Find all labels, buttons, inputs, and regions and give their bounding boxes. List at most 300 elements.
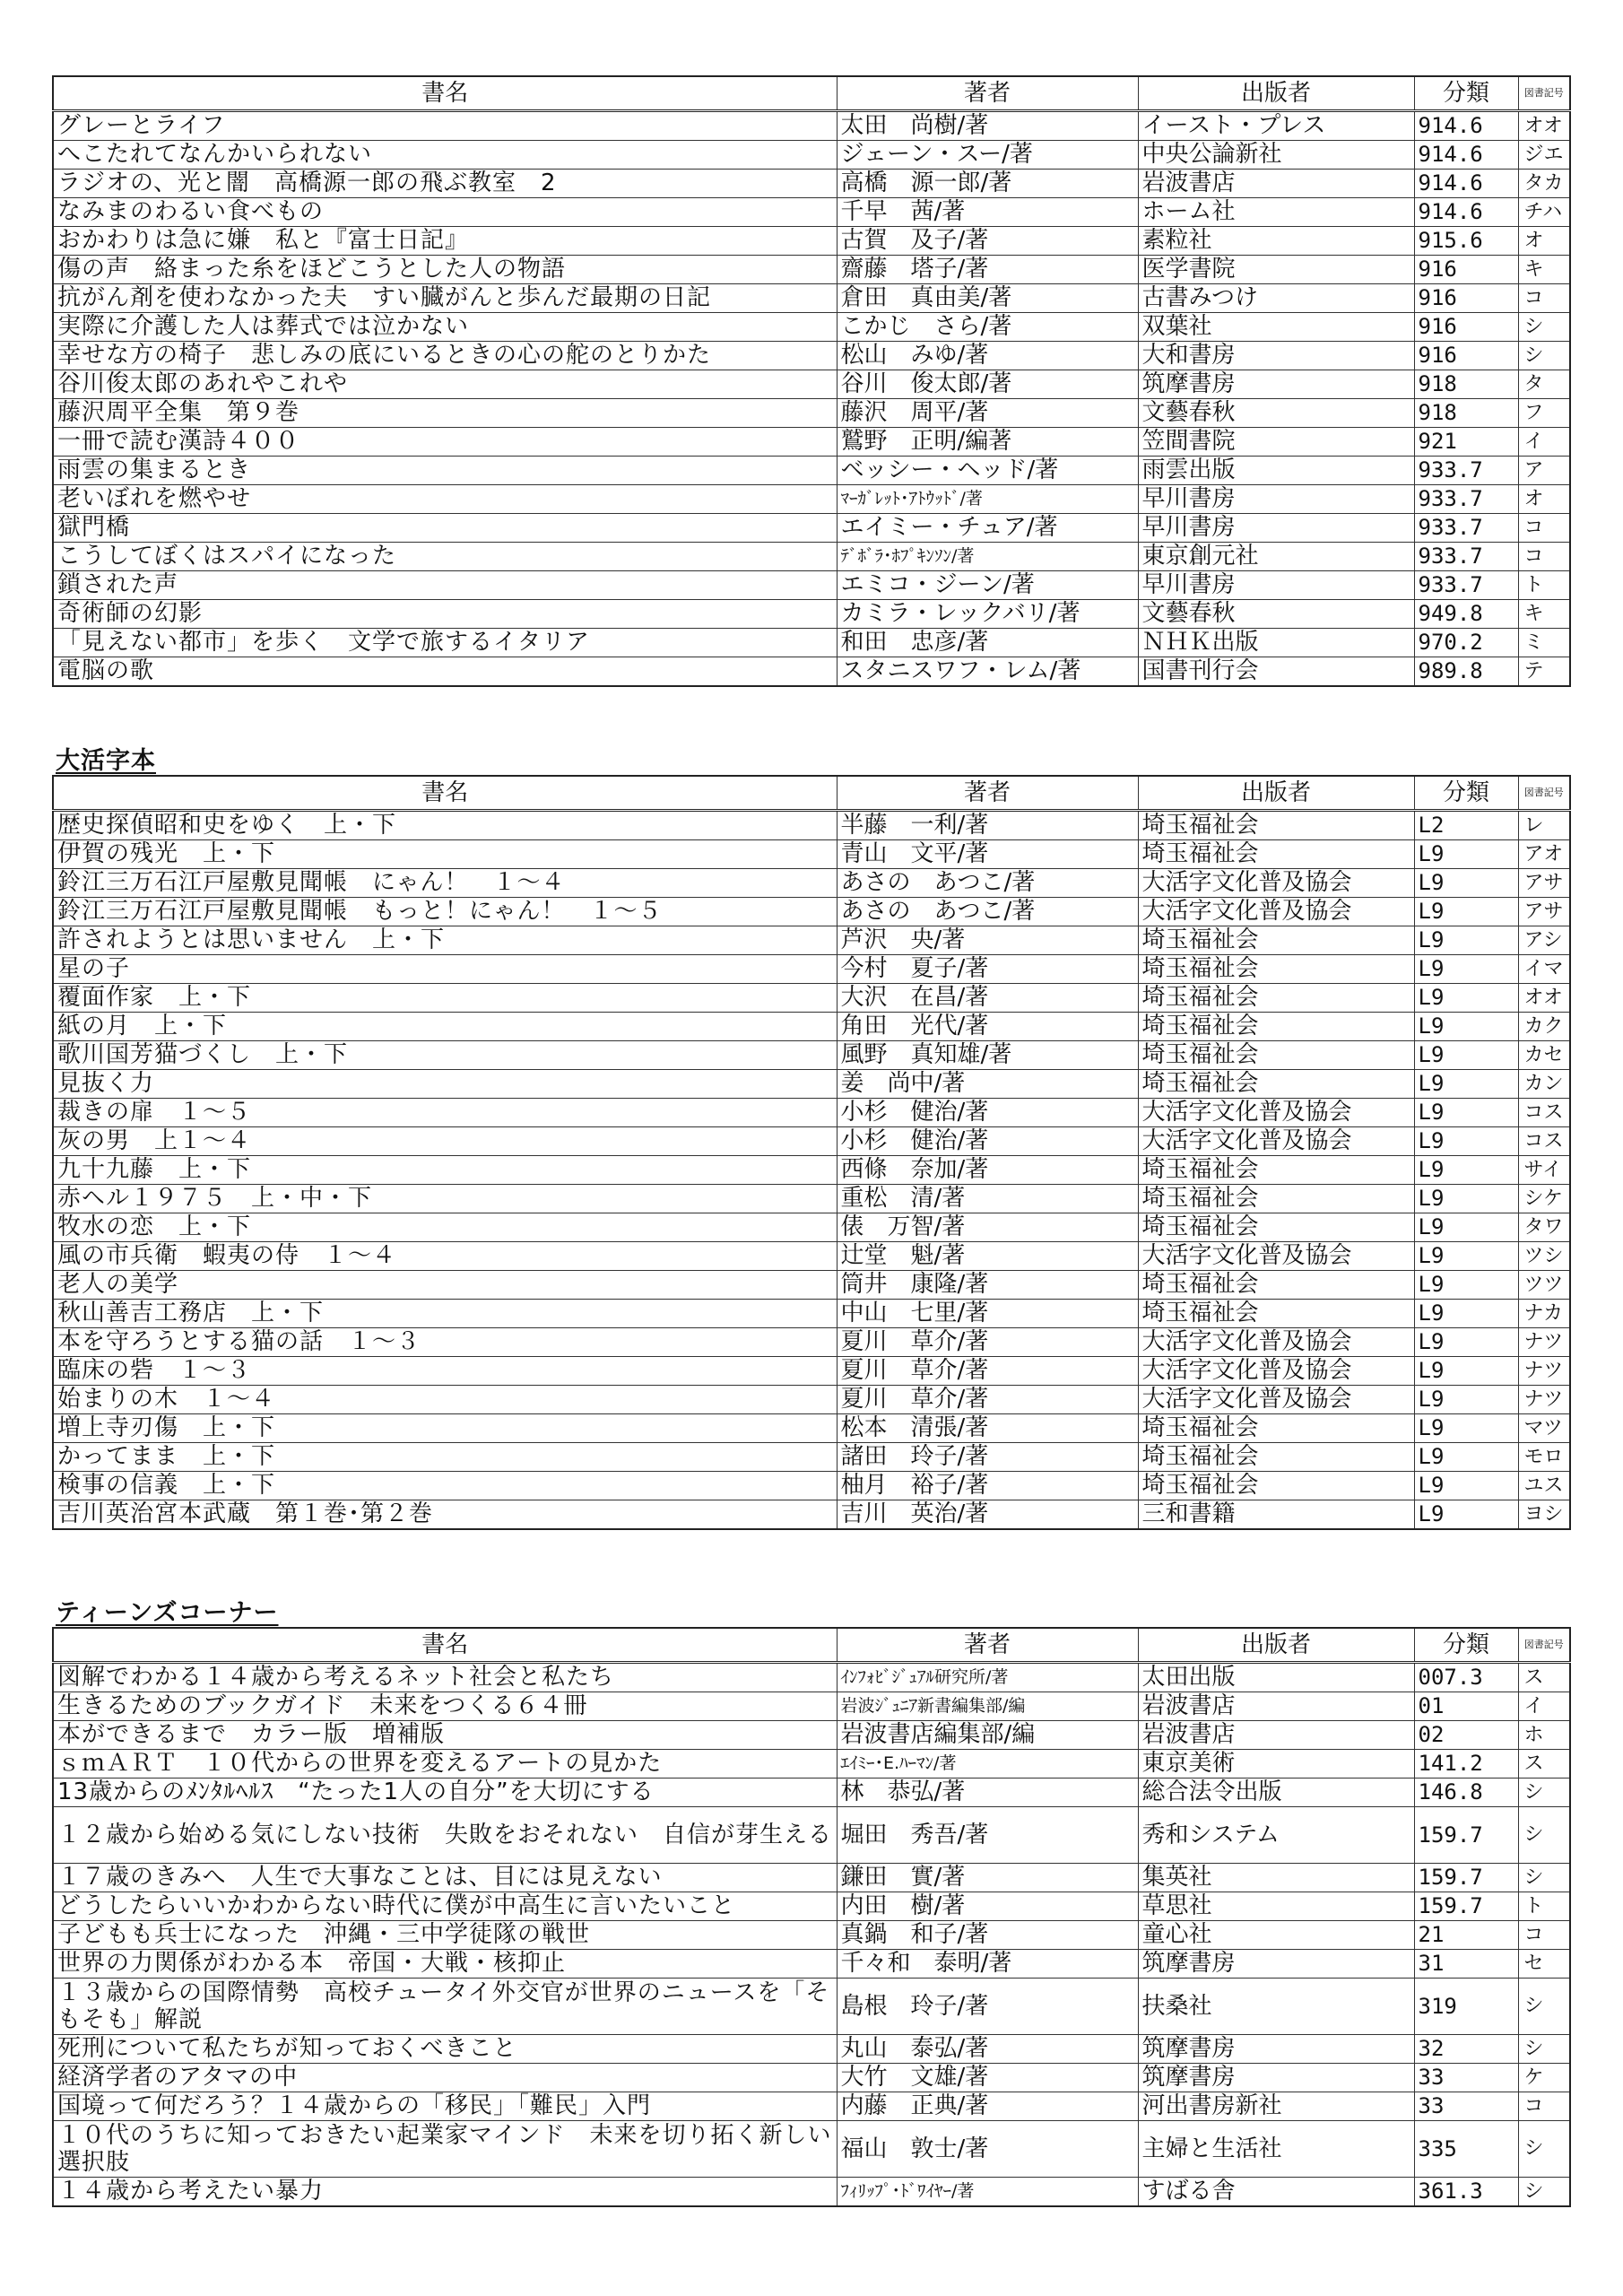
- cell-title: 一冊で読む漢詩４００: [53, 428, 837, 457]
- cell-title: へこたれてなんかいられない: [53, 141, 837, 170]
- cell-title: 秋山善吉工務店 上・下: [53, 1300, 837, 1328]
- cell-library-code: イ: [1518, 428, 1570, 457]
- cell-author: 堀田 秀吾/著: [837, 1807, 1138, 1864]
- table-row: [53, 141, 1570, 170]
- cell-classification: 32: [1414, 2035, 1518, 2064]
- cell-author: 夏川 草介/著: [837, 1328, 1138, 1357]
- general-book-table-section: [52, 75, 1569, 687]
- cell-title: 奇術師の幻影: [53, 600, 837, 629]
- cell-author: 松本 清張/著: [837, 1414, 1138, 1443]
- table-row: [53, 284, 1570, 313]
- cell-classification: 159.7: [1414, 1864, 1518, 1892]
- table-row: [53, 313, 1570, 342]
- cell-classification: L9: [1414, 1414, 1518, 1443]
- cell-author: 風野 真知雄/著: [837, 1041, 1138, 1070]
- cell-title: グレーとライフ: [53, 111, 837, 141]
- cell-title: 九十九藤 上・下: [53, 1156, 837, 1185]
- cell-author: 松山 みゆ/著: [837, 342, 1138, 370]
- cell-publisher: 埼玉福祉会: [1138, 1213, 1414, 1242]
- cell-classification: L9: [1414, 1328, 1518, 1357]
- table-row: [53, 1921, 1570, 1950]
- cell-publisher: 埼玉福祉会: [1138, 1271, 1414, 1300]
- table-row: [53, 457, 1570, 485]
- cell-publisher: 大活字文化普及協会: [1138, 1242, 1414, 1271]
- cell-classification: L9: [1414, 984, 1518, 1013]
- cell-library-code: キ: [1518, 600, 1570, 629]
- cell-library-code: オオ: [1518, 984, 1570, 1013]
- cell-publisher: 早川書房: [1138, 571, 1414, 600]
- cell-classification: L9: [1414, 1013, 1518, 1041]
- cell-title: 獄門橋: [53, 514, 837, 543]
- table-row: [53, 1807, 1570, 1864]
- cell-library-code: マツ: [1518, 1414, 1570, 1443]
- cell-library-code: ス: [1518, 1750, 1570, 1779]
- table-row: [53, 256, 1570, 284]
- cell-library-code: ホ: [1518, 1721, 1570, 1750]
- cell-classification: L9: [1414, 1443, 1518, 1472]
- table-row: [53, 1013, 1570, 1041]
- cell-title: 鎖された声: [53, 571, 837, 600]
- cell-library-code: シケ: [1518, 1185, 1570, 1213]
- cell-library-code: ミ: [1518, 629, 1570, 657]
- cell-title: なみまのわるい食べもの: [53, 198, 837, 227]
- cell-classification: L9: [1414, 898, 1518, 926]
- table-row: [53, 2064, 1570, 2092]
- cell-library-code: シ: [1518, 342, 1570, 370]
- cell-classification: 918: [1414, 370, 1518, 399]
- cell-publisher: 埼玉福祉会: [1138, 1300, 1414, 1328]
- header-title: 書名: [53, 1628, 837, 1663]
- cell-classification: 01: [1414, 1692, 1518, 1721]
- cell-author: 夏川 草介/著: [837, 1357, 1138, 1386]
- cell-title: 老人の美学: [53, 1271, 837, 1300]
- cell-publisher: 岩波書店: [1138, 1721, 1414, 1750]
- table-row: [53, 1070, 1570, 1099]
- cell-author: 内田 樹/著: [837, 1892, 1138, 1921]
- cell-title: どうしたらいいかわからない時代に僕が中高生に言いたいこと: [53, 1892, 837, 1921]
- cell-title: 本を守ろうとする猫の話 １～３: [53, 1328, 837, 1357]
- cell-title: 経済学者のアタマの中: [53, 2064, 837, 2092]
- cell-classification: L9: [1414, 1213, 1518, 1242]
- cell-author: 姜 尚中/著: [837, 1070, 1138, 1099]
- table-row: [53, 1414, 1570, 1443]
- table-row: [53, 1328, 1570, 1357]
- header-classification: 分類: [1414, 76, 1518, 111]
- cell-library-code: ナツ: [1518, 1357, 1570, 1386]
- table-row: [53, 1099, 1570, 1127]
- cell-library-code: アシ: [1518, 926, 1570, 955]
- cell-classification: L9: [1414, 1357, 1518, 1386]
- cell-author: ﾃﾞﾎﾞﾗ･ﾎﾌﾟｷﾝｿﾝ/著: [837, 543, 1138, 571]
- cell-author: 福山 敦士/著: [837, 2121, 1138, 2178]
- table-row: [53, 1127, 1570, 1156]
- table-row: [53, 1779, 1570, 1807]
- cell-publisher: 大活字文化普及協会: [1138, 1127, 1414, 1156]
- cell-publisher: 大活字文化普及協会: [1138, 898, 1414, 926]
- cell-author: エミコ・ジーン/著: [837, 571, 1138, 600]
- cell-publisher: 筑摩書房: [1138, 2064, 1414, 2092]
- table-row: [53, 1979, 1570, 2035]
- cell-author: エイミー・チュア/著: [837, 514, 1138, 543]
- table-row: [53, 1443, 1570, 1472]
- table-row: [53, 2121, 1570, 2178]
- cell-title: ラジオの、光と闇 高橋源一郎の飛ぶ教室 2: [53, 170, 837, 198]
- cell-library-code: レ: [1518, 811, 1570, 840]
- cell-author: 鷲野 正明/編著: [837, 428, 1138, 457]
- cell-publisher: 大活字文化普及協会: [1138, 1357, 1414, 1386]
- cell-classification: 914.6: [1414, 170, 1518, 198]
- cell-classification: L9: [1414, 1271, 1518, 1300]
- table-row: [53, 1242, 1570, 1271]
- cell-library-code: ヨシ: [1518, 1500, 1570, 1530]
- table-row: [53, 485, 1570, 514]
- cell-classification: 914.6: [1414, 141, 1518, 170]
- cell-title: １３歳からの国際情勢 高校チュータイ外交官が世界のニュースを「そもそも」解説: [53, 1979, 837, 2035]
- header-classification: 分類: [1414, 1628, 1518, 1663]
- cell-classification: 159.7: [1414, 1807, 1518, 1864]
- cell-title: 鈴江三万石江戸屋敷見聞帳 にゃん！ １～４: [53, 869, 837, 898]
- cell-publisher: 童心社: [1138, 1921, 1414, 1950]
- cell-publisher: 笠間書院: [1138, 428, 1414, 457]
- cell-publisher: 文藝春秋: [1138, 600, 1414, 629]
- cell-classification: L9: [1414, 1500, 1518, 1530]
- cell-title: 世界の力関係がわかる本 帝国・大戦・核抑止: [53, 1950, 837, 1979]
- cell-author: 内藤 正典/著: [837, 2092, 1138, 2121]
- cell-title: 星の子: [53, 955, 837, 984]
- cell-publisher: 岩波書店: [1138, 1692, 1414, 1721]
- cell-title: 覆面作家 上・下: [53, 984, 837, 1013]
- cell-title: 赤ヘル１９７５ 上・中・下: [53, 1185, 837, 1213]
- table-row: [53, 840, 1570, 869]
- table-row: [53, 2178, 1570, 2207]
- header-author: 著者: [837, 1628, 1138, 1663]
- cell-publisher: 東京創元社: [1138, 543, 1414, 571]
- cell-publisher: 大活字文化普及協会: [1138, 1099, 1414, 1127]
- cell-title: 吉川英治宮本武蔵 第１巻･第２巻: [53, 1500, 837, 1530]
- cell-publisher: 埼玉福祉会: [1138, 1070, 1414, 1099]
- header-library-code: 図書記号: [1518, 776, 1570, 811]
- cell-publisher: すばる舎: [1138, 2178, 1414, 2207]
- cell-classification: L9: [1414, 1070, 1518, 1099]
- cell-classification: L9: [1414, 1472, 1518, 1500]
- cell-library-code: アサ: [1518, 898, 1570, 926]
- table-row: [53, 1357, 1570, 1386]
- cell-classification: 918: [1414, 399, 1518, 428]
- cell-publisher: 集英社: [1138, 1864, 1414, 1892]
- cell-classification: L9: [1414, 1386, 1518, 1414]
- cell-library-code: タカ: [1518, 170, 1570, 198]
- table-row: [53, 629, 1570, 657]
- cell-title: 死刑について私たちが知っておくべきこと: [53, 2035, 837, 2064]
- cell-library-code: ツツ: [1518, 1271, 1570, 1300]
- cell-library-code: カセ: [1518, 1041, 1570, 1070]
- cell-publisher: 草思社: [1138, 1892, 1414, 1921]
- cell-author: 林 恭弘/著: [837, 1779, 1138, 1807]
- cell-author: 古賀 及子/著: [837, 227, 1138, 256]
- cell-title: 裁きの扉 １～５: [53, 1099, 837, 1127]
- cell-classification: 914.6: [1414, 111, 1518, 141]
- table-row: [53, 1156, 1570, 1185]
- cell-author: 大沢 在昌/著: [837, 984, 1138, 1013]
- cell-publisher: 総合法令出版: [1138, 1779, 1414, 1807]
- cell-publisher: 埼玉福祉会: [1138, 1472, 1414, 1500]
- cell-library-code: シ: [1518, 2121, 1570, 2178]
- cell-classification: 33: [1414, 2064, 1518, 2092]
- table-row: [53, 1500, 1570, 1530]
- cell-publisher: 早川書房: [1138, 485, 1414, 514]
- cell-author: 角田 光代/著: [837, 1013, 1138, 1041]
- table-row: [53, 1663, 1570, 1692]
- table-row: [53, 1213, 1570, 1242]
- cell-publisher: 大和書房: [1138, 342, 1414, 370]
- cell-publisher: 文藝春秋: [1138, 399, 1414, 428]
- cell-library-code: オ: [1518, 485, 1570, 514]
- table-row: [53, 543, 1570, 571]
- cell-title: こうしてぼくはスパイになった: [53, 543, 837, 571]
- section-title-teens-corner: ティーンズコーナー: [56, 1599, 279, 1627]
- cell-library-code: セ: [1518, 1950, 1570, 1979]
- cell-classification: 921: [1414, 428, 1518, 457]
- cell-publisher: 素粒社: [1138, 227, 1414, 256]
- cell-library-code: シ: [1518, 1807, 1570, 1864]
- cell-author: 俵 万智/著: [837, 1213, 1138, 1242]
- table-row: [53, 571, 1570, 600]
- cell-publisher: 太田出版: [1138, 1663, 1414, 1692]
- cell-author: ﾌｨﾘｯﾌﾟ･ﾄﾞﾜｲﾔｰ/著: [837, 2178, 1138, 2207]
- cell-library-code: キ: [1518, 256, 1570, 284]
- table-row: [53, 1185, 1570, 1213]
- cell-classification: L9: [1414, 1300, 1518, 1328]
- cell-classification: L9: [1414, 1041, 1518, 1070]
- table-row: [53, 111, 1570, 141]
- cell-classification: 21: [1414, 1921, 1518, 1950]
- cell-title: 老いぼれを燃やせ: [53, 485, 837, 514]
- cell-author: カミラ・レックバリ/著: [837, 600, 1138, 629]
- cell-author: 千々和 泰明/著: [837, 1950, 1138, 1979]
- cell-library-code: アサ: [1518, 869, 1570, 898]
- table-header-row: [53, 776, 1570, 811]
- cell-library-code: ト: [1518, 1892, 1570, 1921]
- cell-library-code: テ: [1518, 657, 1570, 687]
- cell-classification: 02: [1414, 1721, 1518, 1750]
- cell-author: 鎌田 實/著: [837, 1864, 1138, 1892]
- cell-publisher: 筑摩書房: [1138, 1950, 1414, 1979]
- cell-publisher: 医学書院: [1138, 256, 1414, 284]
- cell-publisher: 国書刊行会: [1138, 657, 1414, 687]
- cell-publisher: 埼玉福祉会: [1138, 1156, 1414, 1185]
- cell-library-code: ナカ: [1518, 1300, 1570, 1328]
- cell-library-code: タ: [1518, 370, 1570, 399]
- cell-author: 丸山 泰弘/著: [837, 2035, 1138, 2064]
- cell-library-code: シ: [1518, 313, 1570, 342]
- table-row: [53, 2092, 1570, 2121]
- table-row: [53, 170, 1570, 198]
- cell-library-code: ツシ: [1518, 1242, 1570, 1271]
- cell-classification: L9: [1414, 1099, 1518, 1127]
- table-row: [53, 342, 1570, 370]
- table-row: [53, 1721, 1570, 1750]
- cell-library-code: オオ: [1518, 111, 1570, 141]
- table-row: [53, 811, 1570, 840]
- table-row: [53, 869, 1570, 898]
- cell-author: 小杉 健治/著: [837, 1099, 1138, 1127]
- cell-library-code: シ: [1518, 1779, 1570, 1807]
- cell-title: １２歳から始める気にしない技術 失敗をおそれない 自信が芽生える: [53, 1807, 837, 1864]
- cell-author: 齋藤 塔子/著: [837, 256, 1138, 284]
- cell-classification: 933.7: [1414, 543, 1518, 571]
- cell-classification: 916: [1414, 284, 1518, 313]
- header-title: 書名: [53, 776, 837, 811]
- cell-classification: L2: [1414, 811, 1518, 840]
- table-row: [53, 370, 1570, 399]
- cell-author: 千早 茜/著: [837, 198, 1138, 227]
- header-publisher: 出版者: [1138, 1628, 1414, 1663]
- cell-classification: L9: [1414, 926, 1518, 955]
- table-row: [53, 1472, 1570, 1500]
- cell-publisher: 埼玉福祉会: [1138, 840, 1414, 869]
- cell-library-code: ケ: [1518, 2064, 1570, 2092]
- cell-classification: 970.2: [1414, 629, 1518, 657]
- cell-title: １４歳から考えたい暴力: [53, 2178, 837, 2207]
- cell-title: 幸せな方の椅子 悲しみの底にいるときの心の舵のとりかた: [53, 342, 837, 370]
- cell-classification: 949.8: [1414, 600, 1518, 629]
- table-row: [53, 198, 1570, 227]
- table-row: [53, 1950, 1570, 1979]
- cell-classification: 319: [1414, 1979, 1518, 2035]
- cell-publisher: イースト・プレス: [1138, 111, 1414, 141]
- cell-publisher: 埼玉福祉会: [1138, 984, 1414, 1013]
- cell-library-code: ジエ: [1518, 141, 1570, 170]
- book-list-table: [52, 1627, 1571, 2207]
- cell-classification: L9: [1414, 955, 1518, 984]
- cell-library-code: コス: [1518, 1127, 1570, 1156]
- cell-author: 筒井 康隆/著: [837, 1271, 1138, 1300]
- cell-title: 許されようとは思いません 上・下: [53, 926, 837, 955]
- cell-library-code: コ: [1518, 284, 1570, 313]
- large-print-book-table-section: [52, 775, 1569, 1530]
- table-row: [53, 227, 1570, 256]
- cell-classification: L9: [1414, 1185, 1518, 1213]
- cell-title: 始まりの木 １～４: [53, 1386, 837, 1414]
- cell-publisher: ホーム社: [1138, 198, 1414, 227]
- cell-classification: 141.2: [1414, 1750, 1518, 1779]
- cell-author: スタニスワフ・レム/著: [837, 657, 1138, 687]
- cell-library-code: カク: [1518, 1013, 1570, 1041]
- cell-title: 歴史探偵昭和史をゆく 上・下: [53, 811, 837, 840]
- cell-title: 子どもも兵士になった 沖縄・三中学徒隊の戦世: [53, 1921, 837, 1950]
- cell-title: 風の市兵衛 蝦夷の侍 １～４: [53, 1242, 837, 1271]
- cell-classification: L9: [1414, 1242, 1518, 1271]
- cell-author: 西條 奈加/著: [837, 1156, 1138, 1185]
- cell-title: 抗がん剤を使わなかった夫 すい臓がんと歩んだ最期の日記: [53, 284, 837, 313]
- table-row: [53, 1300, 1570, 1328]
- cell-author: こかじ さら/著: [837, 313, 1138, 342]
- cell-author: 青山 文平/著: [837, 840, 1138, 869]
- cell-author: 岩波書店編集部/編: [837, 1721, 1138, 1750]
- cell-title: 実際に介護した人は葬式では泣かない: [53, 313, 837, 342]
- cell-publisher: 古書みつけ: [1138, 284, 1414, 313]
- cell-title: おかわりは急に嫌 私と『富士日記』: [53, 227, 837, 256]
- cell-classification: 933.7: [1414, 514, 1518, 543]
- cell-author: 太田 尚樹/著: [837, 111, 1138, 141]
- cell-classification: 31: [1414, 1950, 1518, 1979]
- cell-classification: L9: [1414, 1127, 1518, 1156]
- cell-publisher: 筑摩書房: [1138, 370, 1414, 399]
- cell-title: 藤沢周平全集 第９巻: [53, 399, 837, 428]
- cell-title: １０代のうちに知っておきたい起業家マインド 未来を切り拓く新しい選択肢: [53, 2121, 837, 2178]
- cell-title: ｓｍＡＲＴ １０代からの世界を変えるアートの見かた: [53, 1750, 837, 1779]
- cell-publisher: 埼玉福祉会: [1138, 811, 1414, 840]
- cell-author: 小杉 健治/著: [837, 1127, 1138, 1156]
- cell-title: 鈴江三万石江戸屋敷見聞帳 もっと！にゃん！ １～５: [53, 898, 837, 926]
- cell-classification: 989.8: [1414, 657, 1518, 687]
- table-row: [53, 657, 1570, 687]
- cell-title: 生きるためのブックガイド 未来をつくる６４冊: [53, 1692, 837, 1721]
- cell-library-code: オ: [1518, 227, 1570, 256]
- header-library-code: 図書記号: [1518, 76, 1570, 111]
- cell-title: 電脳の歌: [53, 657, 837, 687]
- cell-title: 増上寺刃傷 上・下: [53, 1414, 837, 1443]
- table-row: [53, 1892, 1570, 1921]
- cell-library-code: フ: [1518, 399, 1570, 428]
- cell-author: 島根 玲子/著: [837, 1979, 1138, 2035]
- table-row: [53, 1271, 1570, 1300]
- cell-title: 牧水の恋 上・下: [53, 1213, 837, 1242]
- table-row: [53, 984, 1570, 1013]
- cell-title: 13歳からのﾒﾝﾀﾙﾍﾙｽ “たった1人の自分”を大切にする: [53, 1779, 837, 1807]
- table-header-row: [53, 1628, 1570, 1663]
- header-library-code: 図書記号: [1518, 1628, 1570, 1663]
- cell-author: 柚月 裕子/著: [837, 1472, 1138, 1500]
- cell-library-code: シ: [1518, 1979, 1570, 2035]
- cell-author: あさの あつこ/著: [837, 869, 1138, 898]
- cell-publisher: 早川書房: [1138, 514, 1414, 543]
- cell-classification: 914.6: [1414, 198, 1518, 227]
- cell-author: 夏川 草介/著: [837, 1386, 1138, 1414]
- cell-publisher: 中央公論新社: [1138, 141, 1414, 170]
- cell-author: 重松 清/著: [837, 1185, 1138, 1213]
- table-row: [53, 955, 1570, 984]
- cell-author: 今村 夏子/著: [837, 955, 1138, 984]
- cell-library-code: ア: [1518, 457, 1570, 485]
- cell-library-code: イ: [1518, 1692, 1570, 1721]
- cell-author: 藤沢 周平/著: [837, 399, 1138, 428]
- cell-author: ジェーン・スー/著: [837, 141, 1138, 170]
- cell-title: 「見えない都市」を歩く 文学で旅するイタリア: [53, 629, 837, 657]
- cell-publisher: 岩波書店: [1138, 170, 1414, 198]
- book-list-table: [52, 775, 1571, 1530]
- table-row: [53, 1750, 1570, 1779]
- cell-author: ｲﾝﾌｫﾋﾞｼﾞｭｱﾙ研究所/著: [837, 1663, 1138, 1692]
- cell-library-code: コ: [1518, 2092, 1570, 2121]
- cell-title: 灰の男 上１～４: [53, 1127, 837, 1156]
- cell-title: かってまま 上・下: [53, 1443, 837, 1472]
- cell-publisher: 河出書房新社: [1138, 2092, 1414, 2121]
- cell-publisher: 大活字文化普及協会: [1138, 1328, 1414, 1357]
- cell-title: 検事の信義 上・下: [53, 1472, 837, 1500]
- cell-classification: 335: [1414, 2121, 1518, 2178]
- cell-publisher: 三和書籍: [1138, 1500, 1414, 1530]
- cell-library-code: ト: [1518, 571, 1570, 600]
- cell-title: 紙の月 上・下: [53, 1013, 837, 1041]
- table-row: [53, 1692, 1570, 1721]
- cell-library-code: モロ: [1518, 1443, 1570, 1472]
- cell-author: 中山 七里/著: [837, 1300, 1138, 1328]
- cell-classification: 159.7: [1414, 1892, 1518, 1921]
- cell-author: 大竹 文雄/著: [837, 2064, 1138, 2092]
- cell-publisher: 扶桑社: [1138, 1979, 1414, 2035]
- cell-classification: 933.7: [1414, 457, 1518, 485]
